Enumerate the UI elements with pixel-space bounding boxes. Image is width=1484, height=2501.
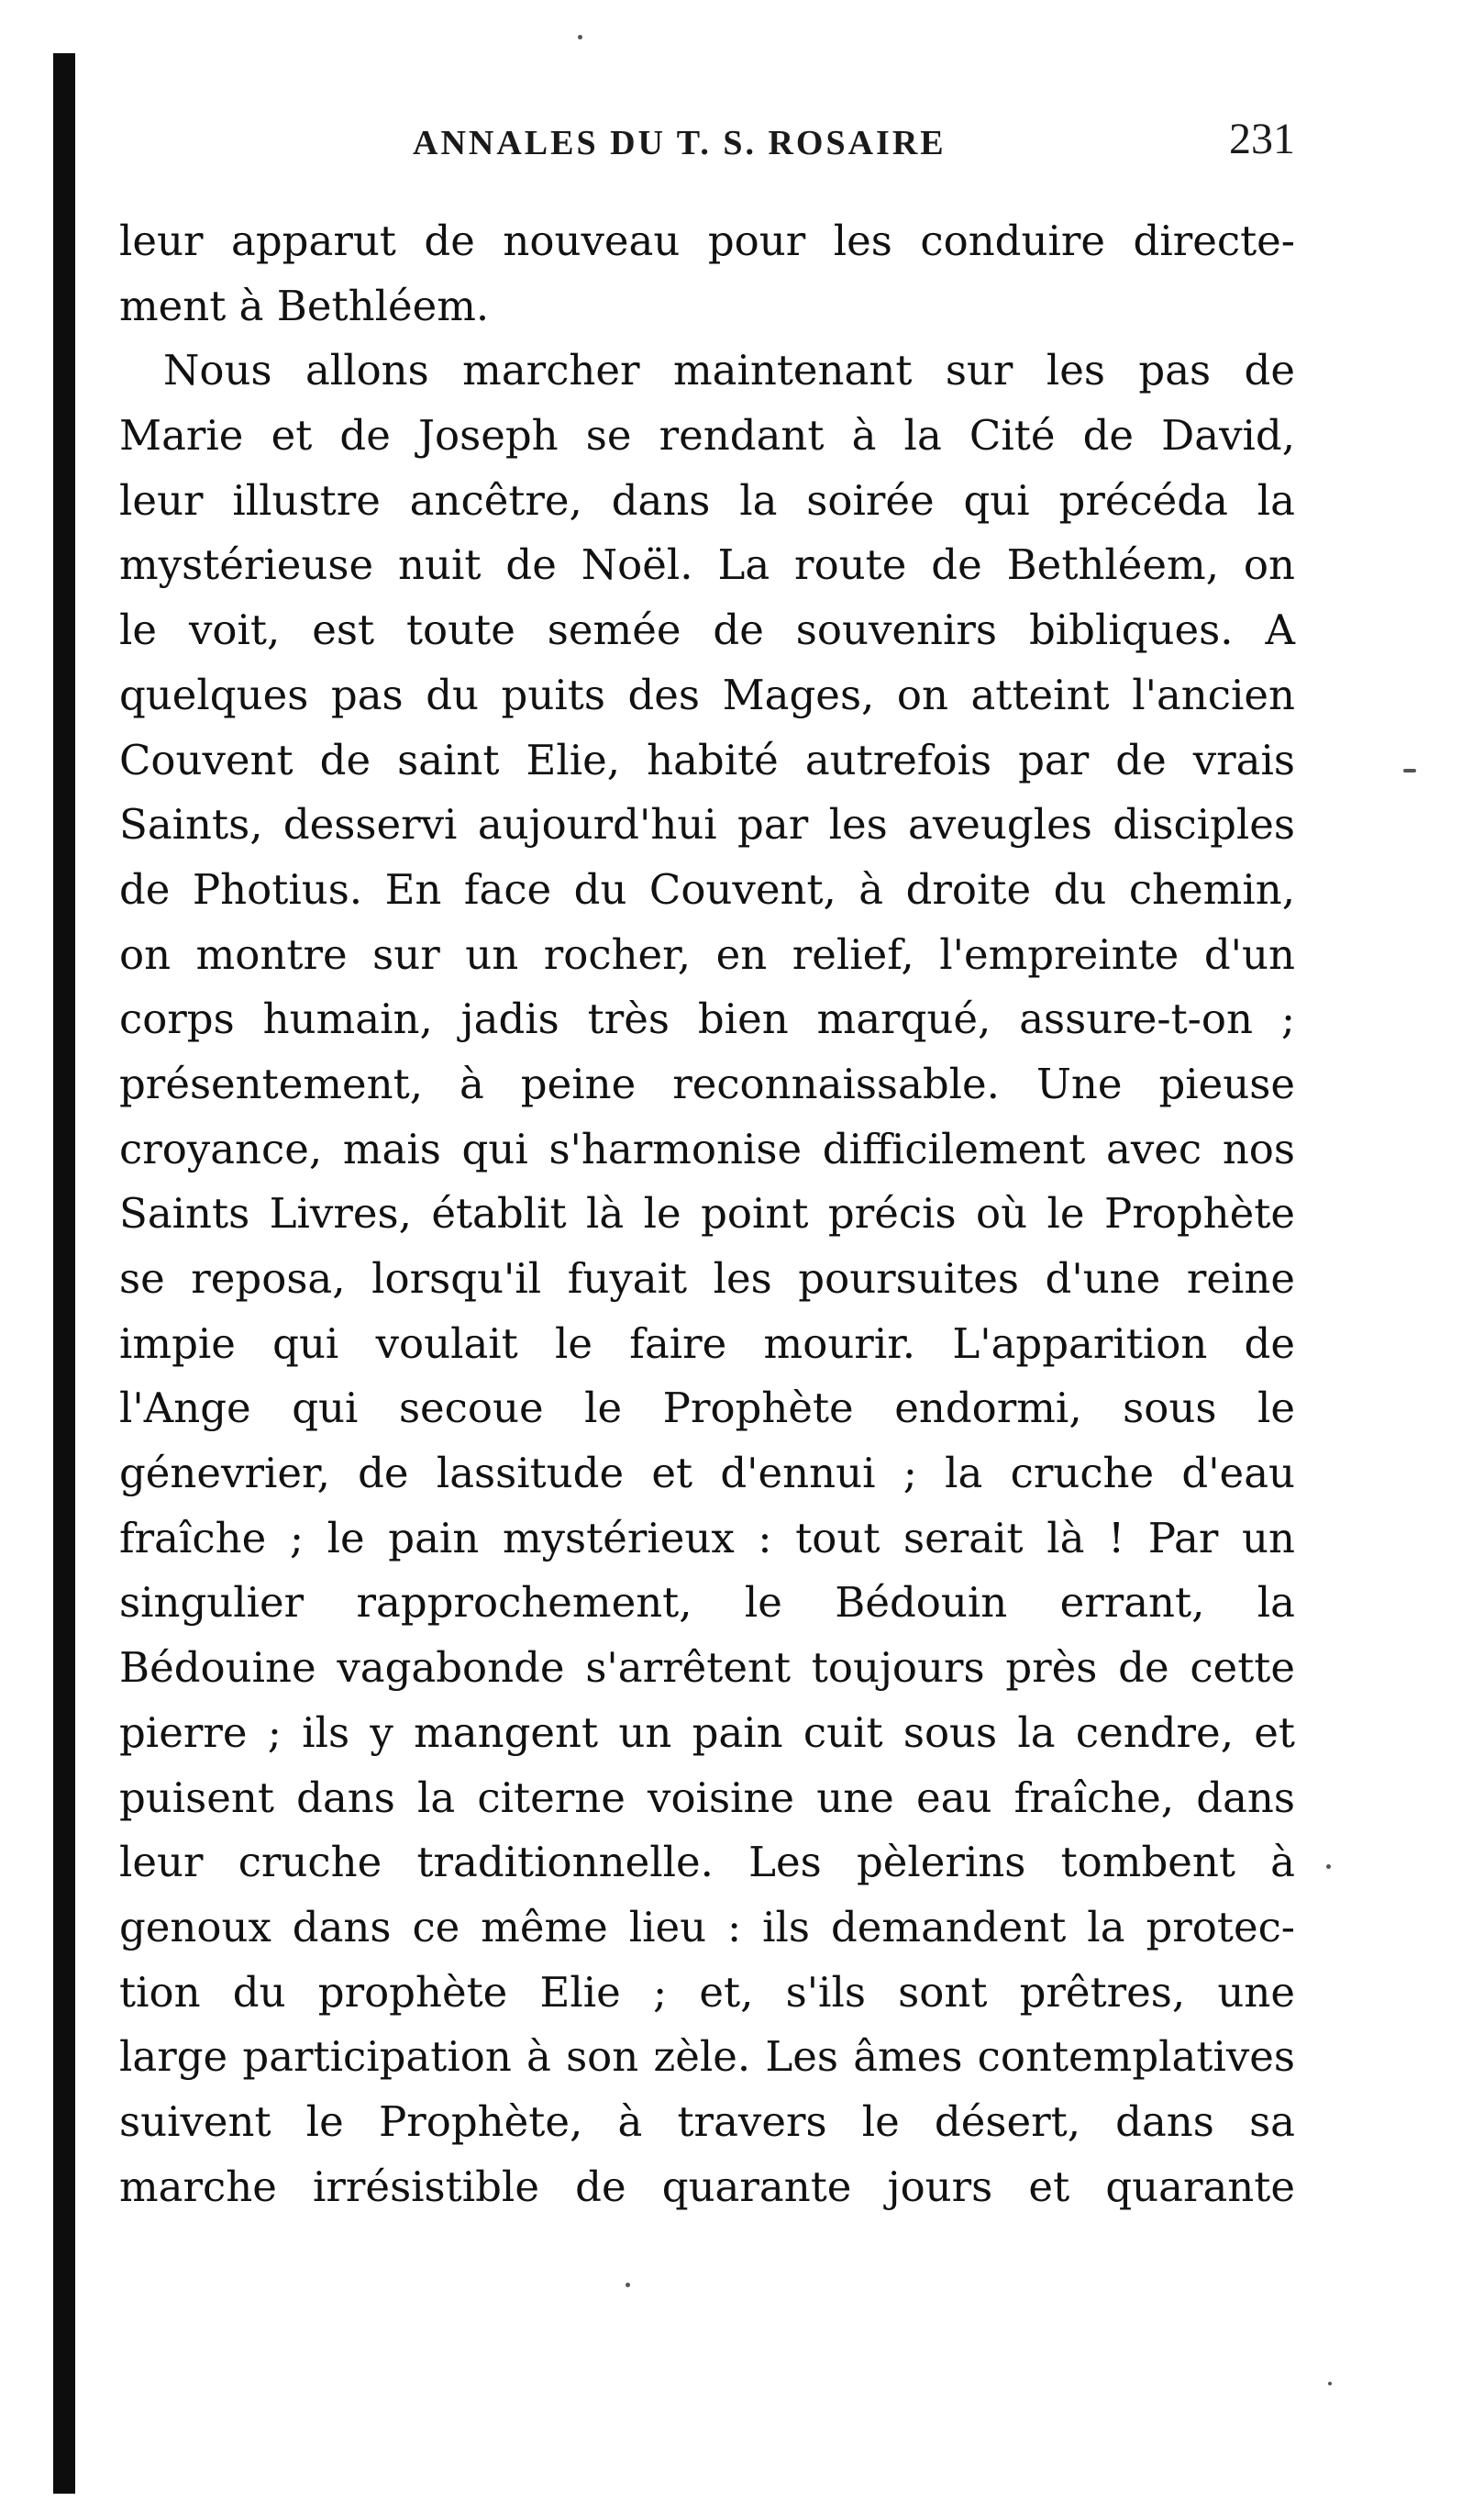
- speck-margin-right-2: [1326, 1864, 1331, 1869]
- text-line: pierre ; ils y mangent un pain cuit sous la cendre, et: [119, 1707, 1295, 1757]
- text-line: croyance, mais qui s'harmonise difficilement avec nos: [119, 1124, 1295, 1173]
- text-line: Saints, desservi aujourd'hui par les aveugles disciples: [119, 800, 1295, 850]
- text-line: Saints Livres, établit là le point précis où le Prophète: [119, 1189, 1295, 1239]
- text-line: se reposa, lorsqu'il fuyait les poursuites d'une reine: [119, 1254, 1295, 1303]
- text-line: leur cruche traditionnelle. Les pèlerins tombent à: [119, 1838, 1295, 1887]
- text-line: Couvent de saint Elie, habité autrefois par de vrais: [119, 735, 1295, 784]
- text-line: mystérieuse nuit de Noël. La route de Bethléem, on: [119, 540, 1295, 590]
- text-line: le voit, est toute semée de souvenirs bibliques. A: [119, 606, 1295, 655]
- text-line: Bédouine vagabonde s'arrêtent toujours près de cette: [119, 1643, 1295, 1693]
- text-line: corps humain, jadis très bien marqué, assure-t-on ;: [119, 995, 1295, 1044]
- running-title: ANNALES DU T. S. ROSAIRE: [413, 124, 947, 162]
- paragraph-2: [119, 339, 1295, 2219]
- text-line: tion du prophète Elie ; et, s'ils sont prêtres, une: [119, 1967, 1295, 2017]
- text-line: Marie et de Joseph se rendant à la Cité de David,: [119, 411, 1295, 461]
- body-text: [119, 209, 1295, 2219]
- text-line: leur illustre ancêtre, dans la soirée qui précéda la: [119, 475, 1295, 525]
- text-line: singulier rapprochement, le Bédouin errant, la: [119, 1578, 1295, 1628]
- text-line: Nous allons marcher maintenant sur les pas de: [163, 346, 1295, 395]
- text-line: génevrier, de lassitude et d'ennui ; la cruche d'eau: [119, 1449, 1295, 1498]
- text-line: de Photius. En face du Couvent, à droite du chemin,: [119, 864, 1295, 914]
- text-line: quelques pas du puits des Mages, on atteint l'ancien: [119, 670, 1295, 719]
- text-line: leur apparut de nouveau pour les conduire directe-: [119, 217, 1295, 265]
- speck-top: [578, 35, 582, 39]
- speck-bottom-1: [626, 2283, 630, 2287]
- text-line: impie qui voulait le faire mourir. L'apparition de: [119, 1318, 1295, 1368]
- speck-margin-right-1: [1403, 769, 1416, 773]
- text-line: présentement, à peine reconnaissable. Une pieuse: [119, 1059, 1295, 1108]
- page-number: 231: [1229, 115, 1295, 163]
- text-line: puisent dans la citerne voisine une eau fraîche, dans: [119, 1773, 1295, 1822]
- text-line: marche irrésistible de quarante jours et quarante: [119, 2162, 1295, 2211]
- paragraph-1: [119, 209, 1295, 339]
- page-edge-shadow: [53, 53, 75, 2494]
- speck-bottom-2: [1328, 2382, 1332, 2385]
- text-line: genoux dans ce même lieu : ils demandent la protec-: [119, 1902, 1295, 1951]
- text-line: suivent le Prophète, à travers le désert, dans sa: [119, 2096, 1295, 2146]
- text-line: on montre sur un rocher, en relief, l'empreinte d'un: [119, 929, 1295, 979]
- text-line: large participation à son zèle. Les âmes contemplatives: [119, 2032, 1295, 2082]
- running-head: [121, 117, 1295, 172]
- text-line: ment à Bethléem.: [119, 281, 490, 330]
- text-line: fraîche ; le pain mystérieux : tout serait là ! Par un: [119, 1513, 1295, 1562]
- text-line: l'Ange qui secoue le Prophète endormi, sous le: [119, 1384, 1295, 1433]
